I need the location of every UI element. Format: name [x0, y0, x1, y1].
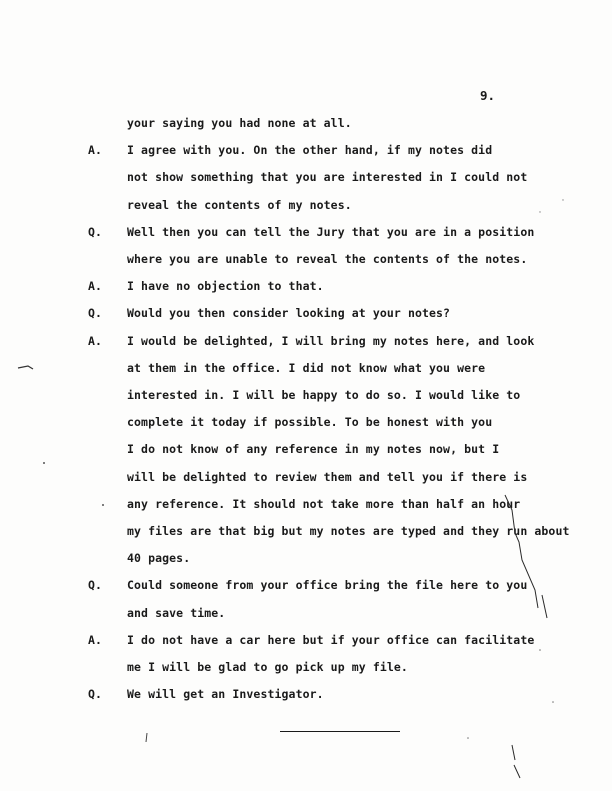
line-text: complete it today if possible. To be honest with you	[127, 415, 493, 429]
speck-3	[552, 701, 554, 703]
line-text: where you are unable to reveal the contents of the notes.	[127, 252, 528, 266]
speaker-label: A.	[88, 279, 103, 293]
line-text: will be delighted to review them and tell you if there is	[127, 470, 528, 484]
stray-stroke-4	[514, 765, 520, 778]
speaker-label: Q.	[88, 578, 103, 592]
stray-stroke-5	[146, 733, 147, 742]
line-text: I do not have a car here but if your office can facilitate	[127, 633, 535, 647]
line-text: reveal the contents of my notes.	[127, 198, 352, 212]
line-text: interested in. I will be happy to do so. I would like to	[127, 388, 521, 402]
speaker-label: A.	[88, 334, 103, 348]
speaker-label: A.	[88, 633, 103, 647]
speck-5	[562, 199, 563, 200]
speaker-label: Q.	[88, 225, 103, 239]
stray-stroke-1	[505, 495, 538, 608]
line-text: Would you then consider looking at your notes?	[127, 306, 451, 320]
page-number: 9.	[480, 88, 496, 103]
line-text: 40 pages.	[127, 551, 191, 565]
line-text: Well then you can tell the Jury that you are in a position	[127, 225, 535, 239]
line-text: I agree with you. On the other hand, if my notes did	[127, 143, 493, 157]
stray-stroke-3	[512, 745, 515, 760]
stray-stroke-2	[542, 595, 547, 618]
speaker-label: Q.	[88, 687, 103, 701]
margin-dot-1	[43, 462, 45, 464]
line-text: Could someone from your office bring the file here to you	[127, 578, 528, 592]
line-text: I have no objection to that.	[127, 279, 324, 293]
line-text: at them in the office. I did not know what you were	[127, 361, 486, 375]
speck-4	[539, 211, 540, 212]
margin-mark-left	[18, 366, 33, 369]
line-text: and save time.	[127, 606, 226, 620]
line-text: your saying you had none at all.	[127, 116, 352, 130]
line-text: I do not know of any reference in my notes now, but I	[127, 442, 500, 456]
line-text: my files are that big but my notes are typed and they run about	[127, 524, 570, 538]
speck-2	[539, 649, 541, 651]
line-text: We will get an Investigator.	[127, 687, 324, 701]
speck-1	[467, 737, 469, 739]
line-text: any reference. It should not take more than half an hour	[127, 497, 521, 511]
line-text: I would be delighted, I will bring my notes here, and look	[127, 334, 535, 348]
speaker-label: A.	[88, 143, 103, 157]
line-text: not show something that you are interested in I could not	[127, 170, 528, 184]
speaker-label: Q.	[88, 306, 103, 320]
margin-dot-2	[102, 504, 104, 506]
line-text: me I will be glad to go pick up my file.	[127, 660, 408, 674]
